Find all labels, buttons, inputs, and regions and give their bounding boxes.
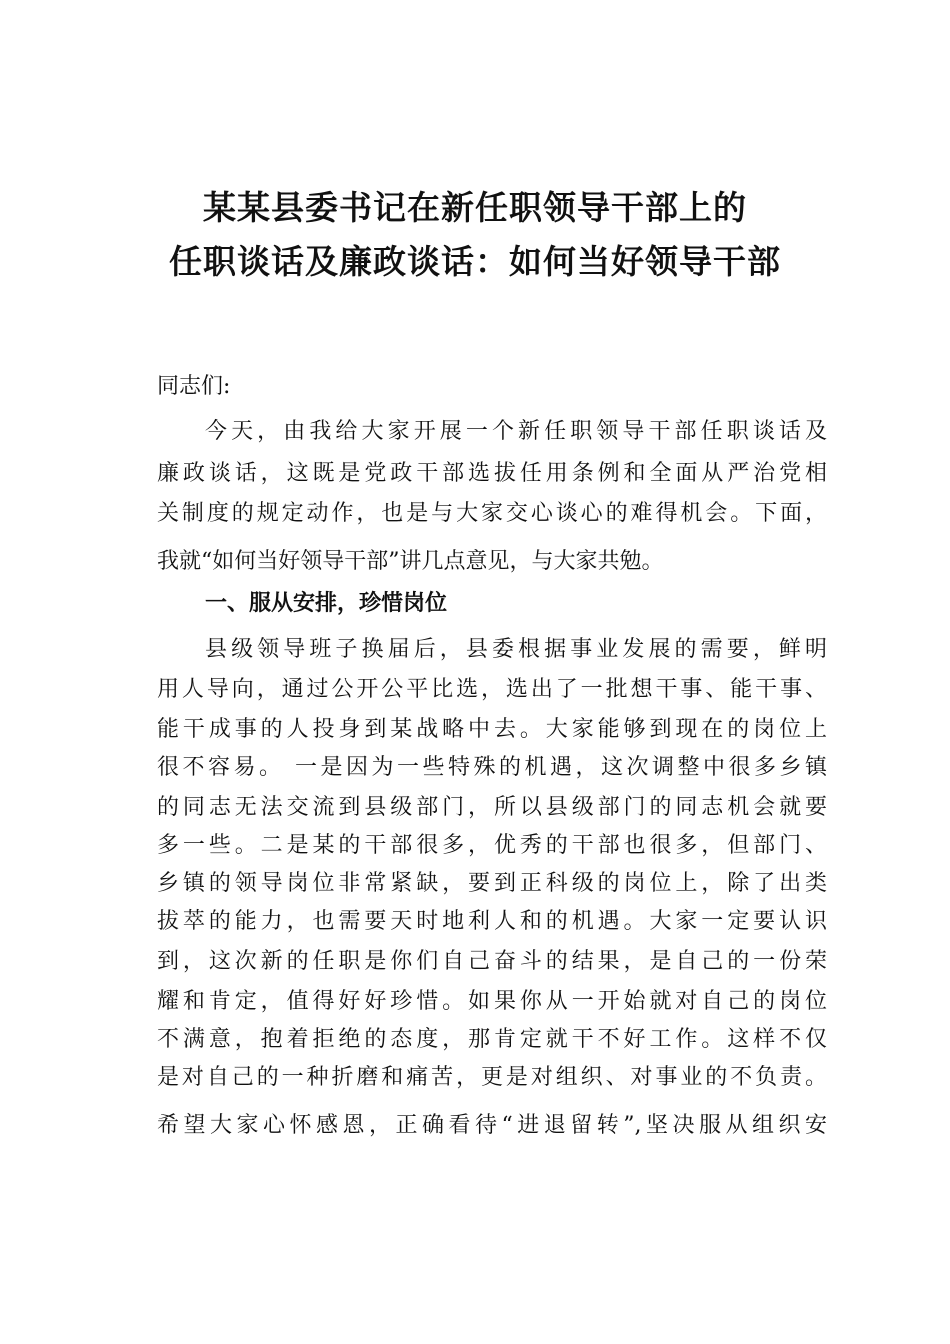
paragraph-line: 到，这次新的任职是你们自己奋斗的结果，是自己的一份荣 (157, 949, 827, 974)
paragraph-line: 用人导向，通过公开公平比选，选出了一批想干事、能干事、 (157, 677, 827, 702)
paragraph-line: 希望大家心怀感恩，正确看待“进退留转”,坚决服从组织安 (157, 1113, 827, 1138)
paragraph-line: 今天，由我给大家开展一个新任职领导干部任职谈话及 (205, 419, 827, 444)
salutation: 同志们: (157, 374, 231, 399)
paragraph-line: 拔萃的能力，也需要天时地利人和的机遇。大家一定要认识 (157, 909, 827, 934)
paragraph-line: 是对自己的一种折磨和痛苦，更是对组织、对事业的不负责。 (157, 1065, 827, 1090)
document-title-line-1: 某某县委书记在新任职领导干部上的 (203, 188, 747, 227)
paragraph-line: 耀和肯定，值得好好珍惜。如果你从一开始就对自己的岗位 (157, 989, 827, 1014)
paragraph-line: 乡镇的领导岗位非常紧缺，要到正科级的岗位上，除了出类 (157, 871, 827, 896)
paragraph-line: 廉政谈话，这既是党政干部选拔任用条例和全面从严治党相 (157, 461, 827, 486)
paragraph-line: 多一些。二是某的干部很多，优秀的干部也很多，但部门、 (157, 833, 827, 858)
paragraph-line: 关制度的规定动作，也是与大家交心谈心的难得机会。下面， (157, 501, 827, 526)
paragraph-line: 很不容易。 一是因为一些特殊的机遇，这次调整中很多乡镇 (157, 755, 827, 780)
paragraph-line: 能干成事的人投身到某战略中去。大家能够到现在的岗位上 (157, 717, 827, 742)
paragraph-line: 不满意，抱着拒绝的态度，那肯定就干不好工作。这样不仅 (157, 1027, 827, 1052)
paragraph-line: 我就“如何当好领导干部”讲几点意见，与大家共勉。 (157, 549, 664, 574)
paragraph-line: 的同志无法交流到县级部门，所以县级部门的同志机会就要 (157, 795, 827, 820)
paragraph-line: 县级领导班子换届后，县委根据事业发展的需要，鲜明 (205, 637, 827, 662)
document-title-line-2: 任职谈话及廉政谈话：如何当好领导干部 (169, 242, 781, 281)
section-heading: 一、服从安排，珍惜岗位 (205, 591, 448, 616)
